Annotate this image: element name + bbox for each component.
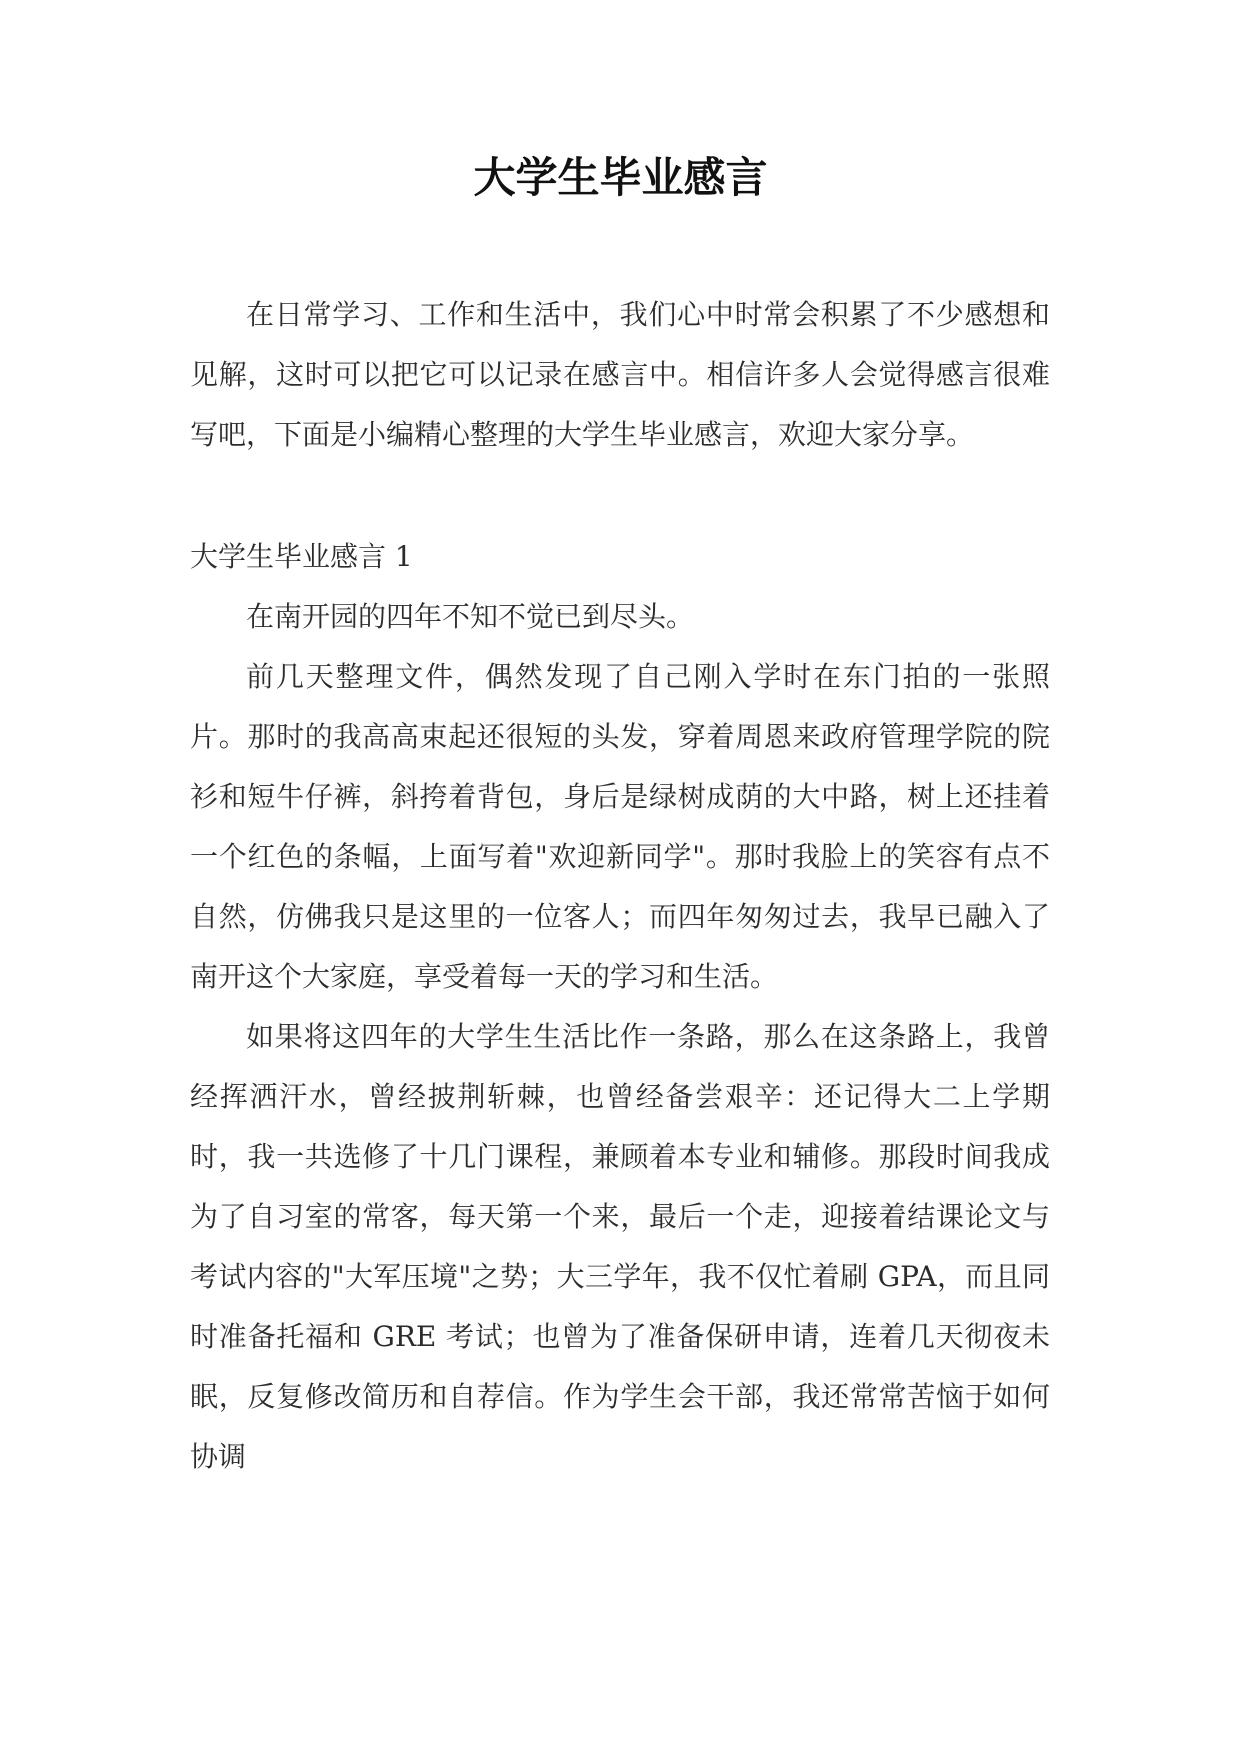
section-heading: 大学生毕业感言 1	[190, 540, 413, 573]
body-paragraph: 前几天整理文件，偶然发现了自己刚入学时在东门拍的一张照片。那时的我高高束起还很短的头发，穿着周恩来政府管理学院的院衫和短牛仔裤，斜挎着背包，身后是绿树成荫的大中路，树上还挂着一个红色的条幅，上面写着"欢迎新同学"。那时我脸上的笑容有点不自然，仿佛我只是这里的一位客人；而四年匆匆过去，我早已融入了南开这个大家庭，享受着每一天的学习和生活。	[190, 660, 1050, 993]
intro-paragraph: 在日常学习、工作和生活中，我们心中时常会积累了不少感想和见解，这时可以把它可以记录在感言中。相信许多人会觉得感言很难写吧，下面是小编精心整理的大学生毕业感言，欢迎大家分享。	[190, 298, 1050, 451]
document-title: 大学生毕业感言	[473, 153, 768, 202]
body-paragraph: 在南开园的四年不知不觉已到尽头。	[246, 600, 695, 633]
body-paragraph: 如果将这四年的大学生生活比作一条路，那么在这条路上，我曾经挥洒汗水，曾经披荆斩棘，也曾经备尝艰辛：还记得大二上学期时，我一共选修了十几门课程，兼顾着本专业和辅修。那段时间我成为了自习室的常客，每天第一个来，最后一个走，迎接着结课论文与考试内容的"大军压境"之势；大三学年，我不仅忙着刷 GPA，而且同时准备托福和 GRE 考试；也曾为了准备保研申请，连着几天彻夜未眠，反复修改简历和自荐信。作为学生会干部，我还常常苦恼于如何协调	[190, 1020, 1050, 1473]
section-spacer	[190, 465, 1050, 527]
document-body	[190, 285, 1050, 1487]
